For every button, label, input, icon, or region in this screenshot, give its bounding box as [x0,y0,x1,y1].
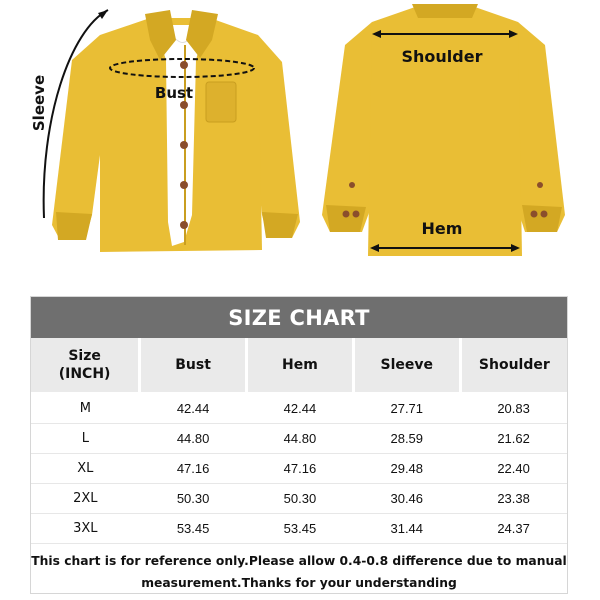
sleeve-cell: 28.59 [353,424,460,454]
shoulder-label: Shoulder [401,47,483,66]
column-header-bust: Bust [140,338,247,393]
size-chart-title: SIZE CHART [31,297,567,338]
size-cell: 3XL [31,514,140,544]
size-chart-table [31,338,567,544]
bust-cell: 42.44 [140,393,247,424]
size-cell: XL [31,454,140,484]
bust-label: Bust [154,84,194,102]
column-header-shoulder: Shoulder [460,338,567,393]
column-header-sleeve: Sleeve [353,338,460,393]
bust-cell: 47.16 [140,454,247,484]
table-row [31,484,567,514]
hem-cell: 50.30 [247,484,354,514]
hem-cell: 42.44 [247,393,354,424]
shoulder-cell: 20.83 [460,393,567,424]
reference-note: This chart is for reference only.Please allow 0.4-0.8 difference due to manual measurement.Thanks for your understanding [31,554,567,590]
table-row [31,424,567,454]
shirt-illustration [0,0,600,290]
bust-cell: 50.30 [140,484,247,514]
size-cell: M [31,393,140,424]
size-cell: 2XL [31,484,140,514]
size-cell: L [31,424,140,454]
shoulder-cell: 22.40 [460,454,567,484]
bust-cell: 44.80 [140,424,247,454]
table-header-row [31,338,567,393]
table-row [31,393,567,424]
sleeve-label: Sleeve [30,74,48,132]
sleeve-cell: 27.71 [353,393,460,424]
column-header-hem: Hem [247,338,354,393]
sleeve-cell: 29.48 [353,454,460,484]
sleeve-cell: 31.44 [353,514,460,544]
table-row [31,514,567,544]
column-header-size: Size (INCH) [31,338,140,393]
hem-cell: 47.16 [247,454,354,484]
shoulder-cell: 21.62 [460,424,567,454]
shoulder-cell: 24.37 [460,514,567,544]
hem-cell: 44.80 [247,424,354,454]
shoulder-cell: 23.38 [460,484,567,514]
hem-cell: 53.45 [247,514,354,544]
bust-cell: 53.45 [140,514,247,544]
hem-label: Hem [421,219,463,238]
table-row [31,454,567,484]
sleeve-cell: 30.46 [353,484,460,514]
front-shirt-image [52,10,300,252]
size-chart [30,296,568,594]
